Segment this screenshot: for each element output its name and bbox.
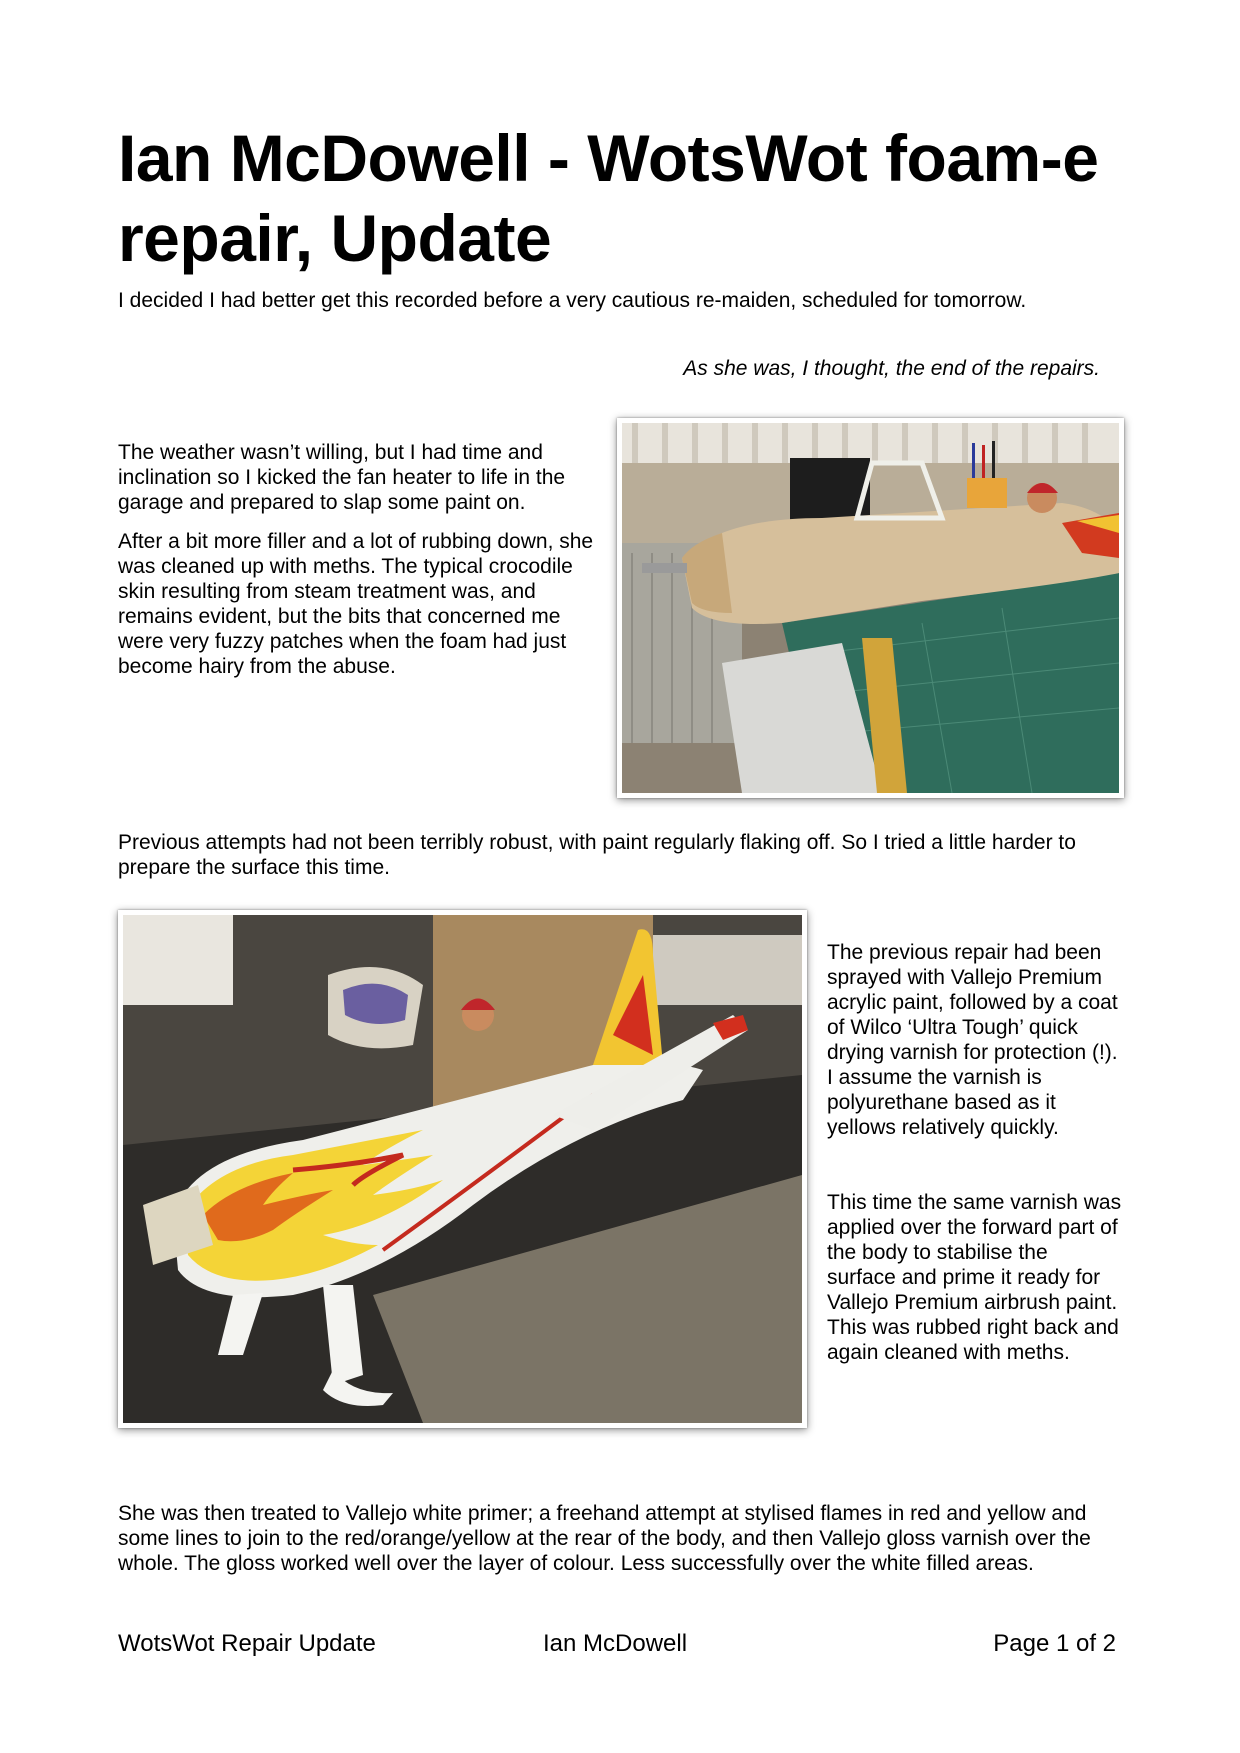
footer-author: Ian McDowell: [543, 1630, 688, 1657]
footer-document-title: WotsWot Repair Update: [118, 1630, 376, 1657]
photo-unpainted-fuselage: [617, 418, 1124, 798]
intro-paragraph: I decided I had better get this recorded before a very cautious re-maiden, scheduled for tomorrow.: [118, 289, 1027, 312]
photo-unpainted-fuselage-illustration: [622, 423, 1119, 793]
paragraph-primer: She was then treated to Vallejo white primer; a freehand attempt at stylised flames in red and yellow and some lines to join to the red/orange/yellow at the rear of the body, and then Vallejo gloss varnish over the whole. The gloss worked well over the layer of colour. Less successfully over the white filled areas.: [118, 1502, 1091, 1575]
paragraph-previous-attempts: Previous attempts had not been terribly robust, with paint regularly flaking off. So I tried a little harder to prepare the surface this time.: [118, 831, 1076, 879]
paragraph-same-varnish: This time the same varnish was applied over the forward part of the body to stabilise the surface and prime it ready for Vallejo Premium airbrush paint. This was rubbed right back and again cleaned with meths.: [827, 1191, 1122, 1364]
right-text-column: [827, 940, 1122, 1365]
left-text-column: [118, 440, 600, 679]
paragraph-weather: The weather wasn’t willing, but I had time and inclination so I kicked the fan heater to life in the garage and prepared to slap some paint on.: [118, 441, 566, 514]
page-title: Ian McDowell - WotsWot foam-e repair, Update: [118, 121, 1099, 275]
paragraph-previous-repair: The previous repair had been sprayed with Vallejo Premium acrylic paint, followed by a coat of Wilco ‘Ultra Tough’ quick drying varnish for protection (!). I assume the varnish is polyurethane based as it yellows relatively quickly.: [827, 941, 1118, 1139]
paragraph-filler: After a bit more filler and a lot of rubbing down, she was cleaned up with meths. The typical crocodile skin resulting from steam treatment was, and remains evident, but the bits that concerned me were very fuzzy patches when the foam had just become hairy from the abuse.: [118, 530, 594, 678]
photo-painted-flames: [118, 910, 807, 1428]
photo-painted-flames-illustration: [123, 915, 802, 1423]
photo-caption: As she was, I thought, the end of the repairs.: [683, 357, 1100, 380]
footer-page-number: Page 1 of 2: [993, 1630, 1116, 1657]
